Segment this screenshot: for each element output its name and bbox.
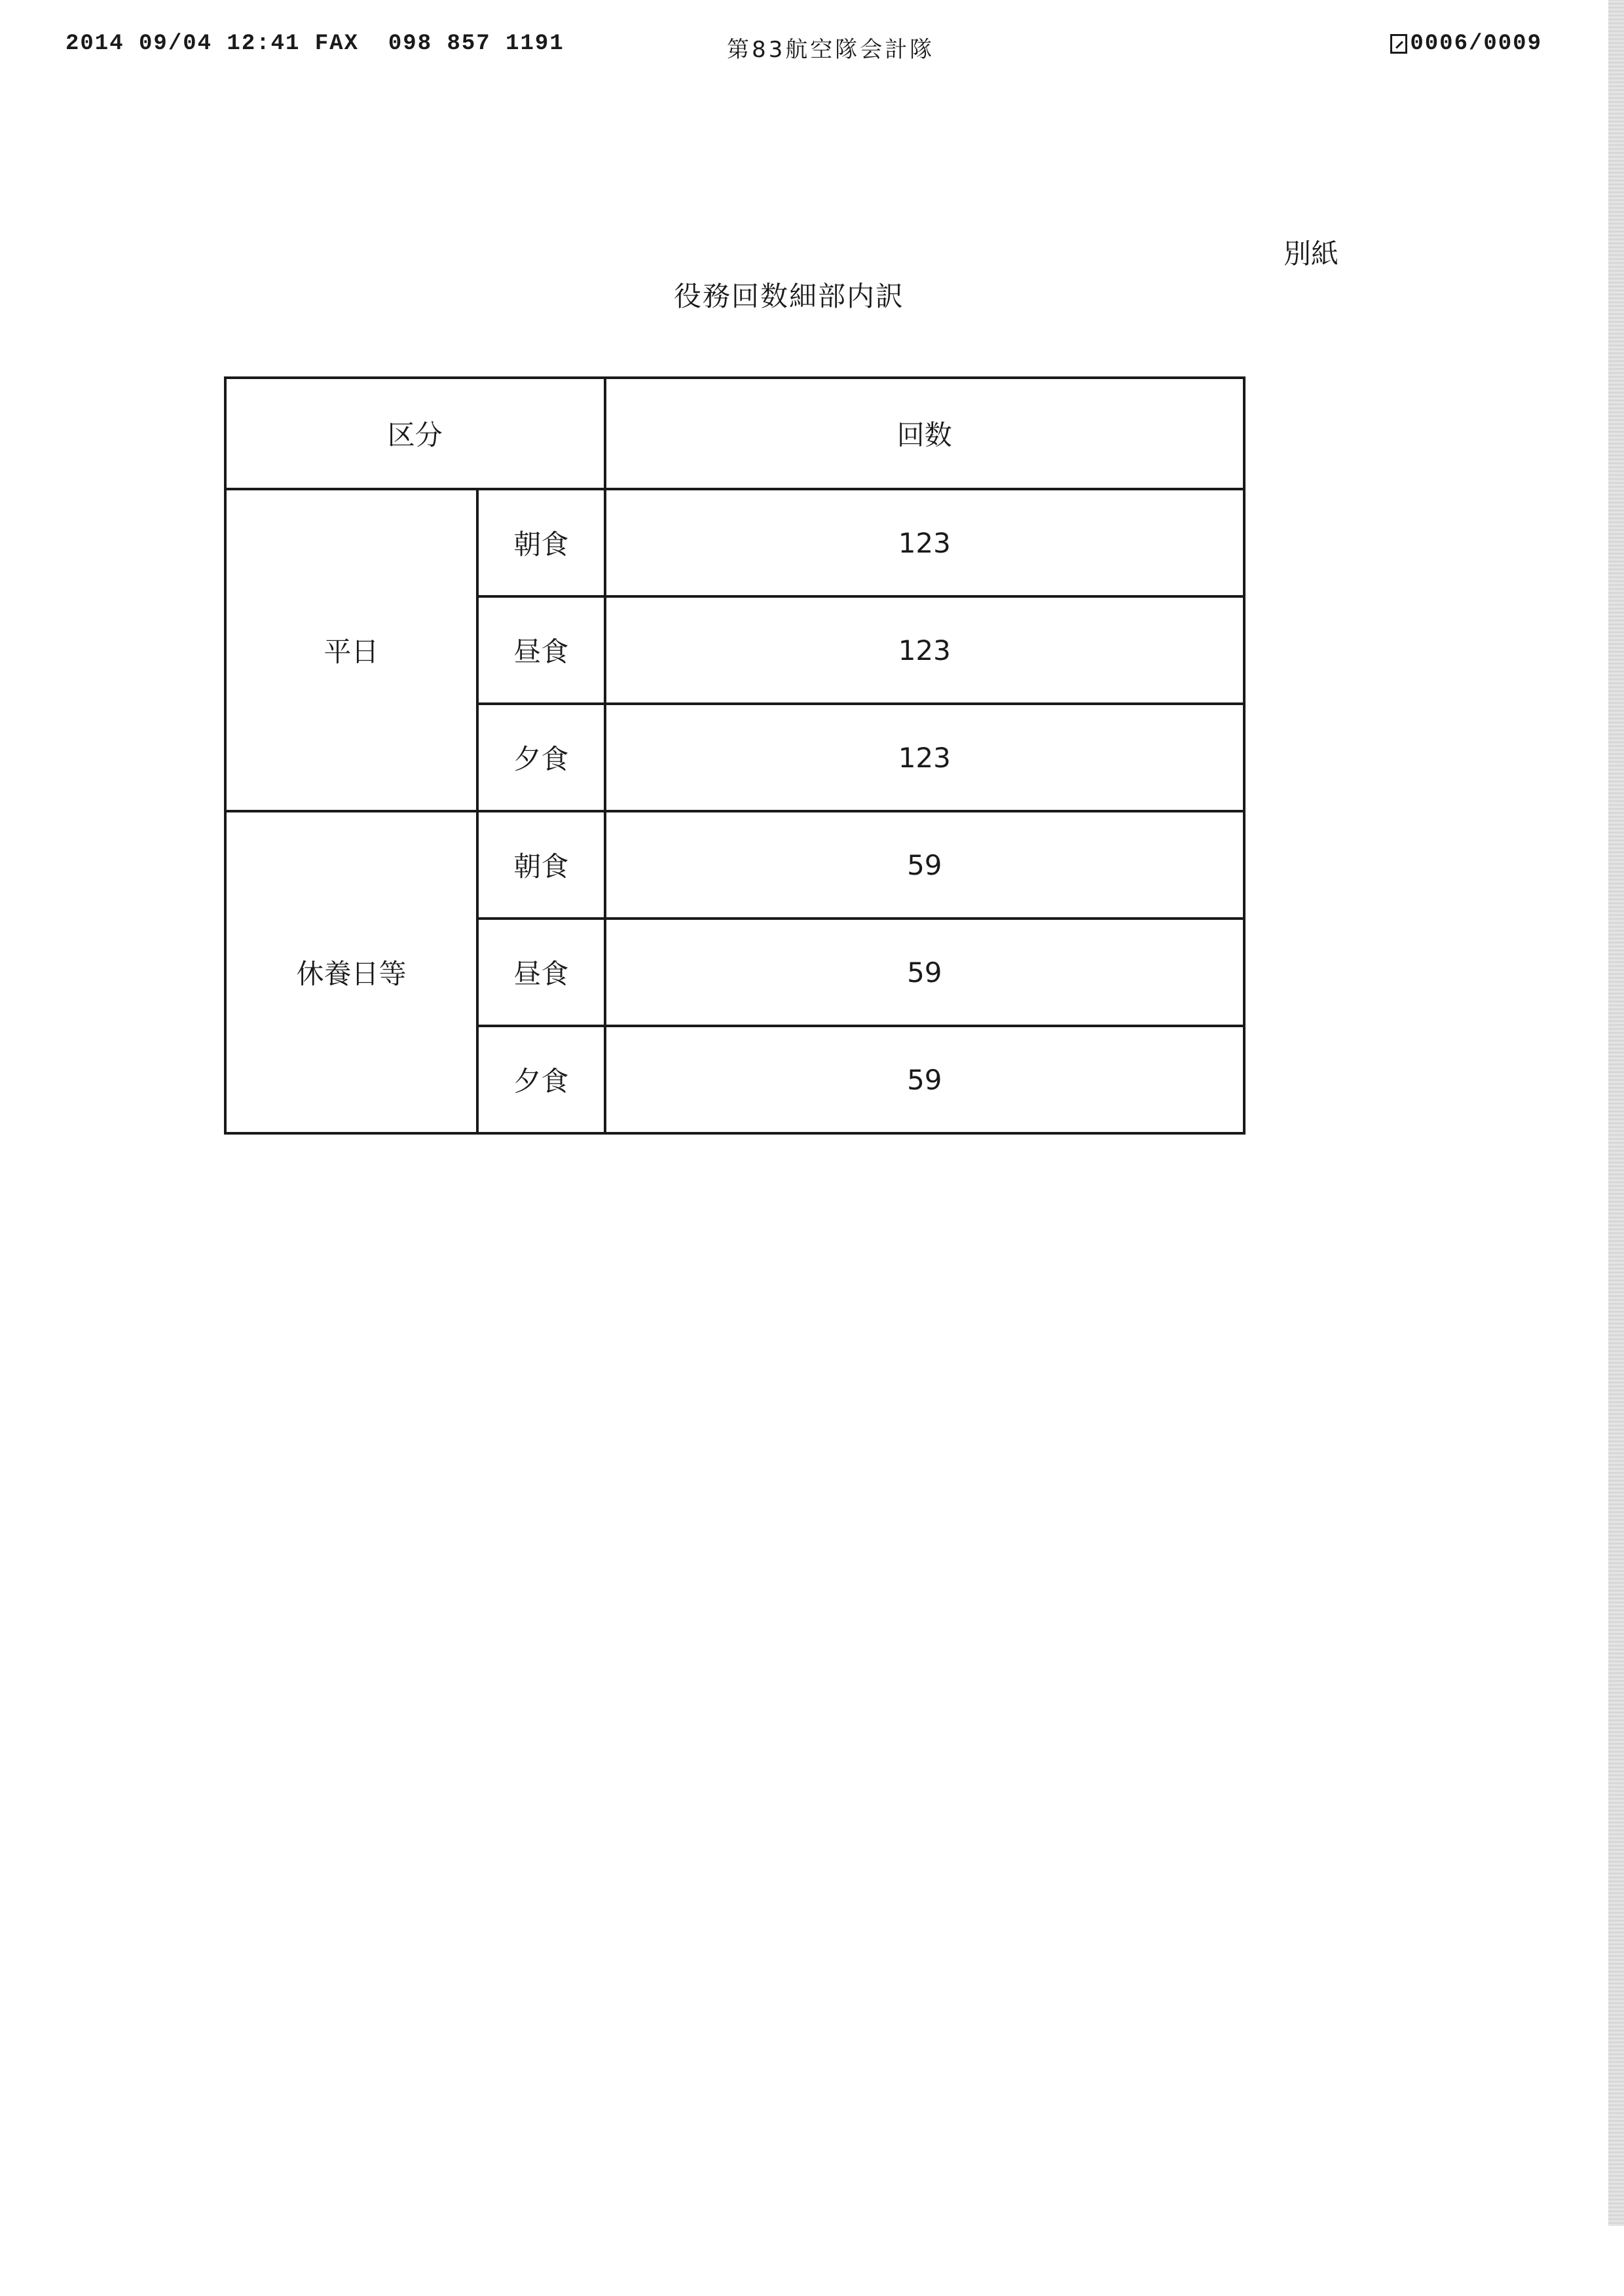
header-category: 区分	[225, 378, 605, 489]
fax-label: FAX	[314, 31, 360, 56]
meal-label: 夕食	[477, 704, 605, 811]
fax-timestamp: 2014 09/04 12:41	[65, 31, 301, 56]
group-holiday: 休養日等	[225, 811, 477, 1133]
table-row	[225, 811, 1244, 919]
meal-count: 123	[605, 489, 1244, 596]
document-title: 役務回数細部内訳	[673, 280, 904, 312]
meal-label: 朝食	[477, 489, 605, 596]
fax-page-number: 0006/0009	[1410, 31, 1542, 56]
fax-transmission-info	[65, 31, 564, 56]
meal-count: 59	[605, 1026, 1244, 1133]
group-weekday: 平日	[225, 489, 477, 811]
table-row	[225, 489, 1244, 596]
fax-sender: 第83航空隊会計隊	[727, 37, 935, 63]
scan-edge	[1608, 0, 1624, 2226]
fax-header	[0, 31, 1624, 64]
attachment-label: 別紙	[1283, 238, 1339, 270]
meal-count: 123	[605, 704, 1244, 811]
fax-page-icon	[1390, 34, 1407, 54]
meal-count: 123	[605, 596, 1244, 704]
fax-page-counter	[1390, 31, 1542, 56]
table-header-row	[225, 378, 1244, 489]
fax-number: 098 857 1191	[388, 31, 564, 56]
meal-label: 昼食	[477, 596, 605, 704]
header-count: 回数	[605, 378, 1244, 489]
meal-label: 朝食	[477, 811, 605, 919]
service-count-table	[224, 376, 1246, 1135]
meal-label: 夕食	[477, 1026, 605, 1133]
meal-count: 59	[605, 919, 1244, 1026]
meal-count: 59	[605, 811, 1244, 919]
meal-label: 昼食	[477, 919, 605, 1026]
